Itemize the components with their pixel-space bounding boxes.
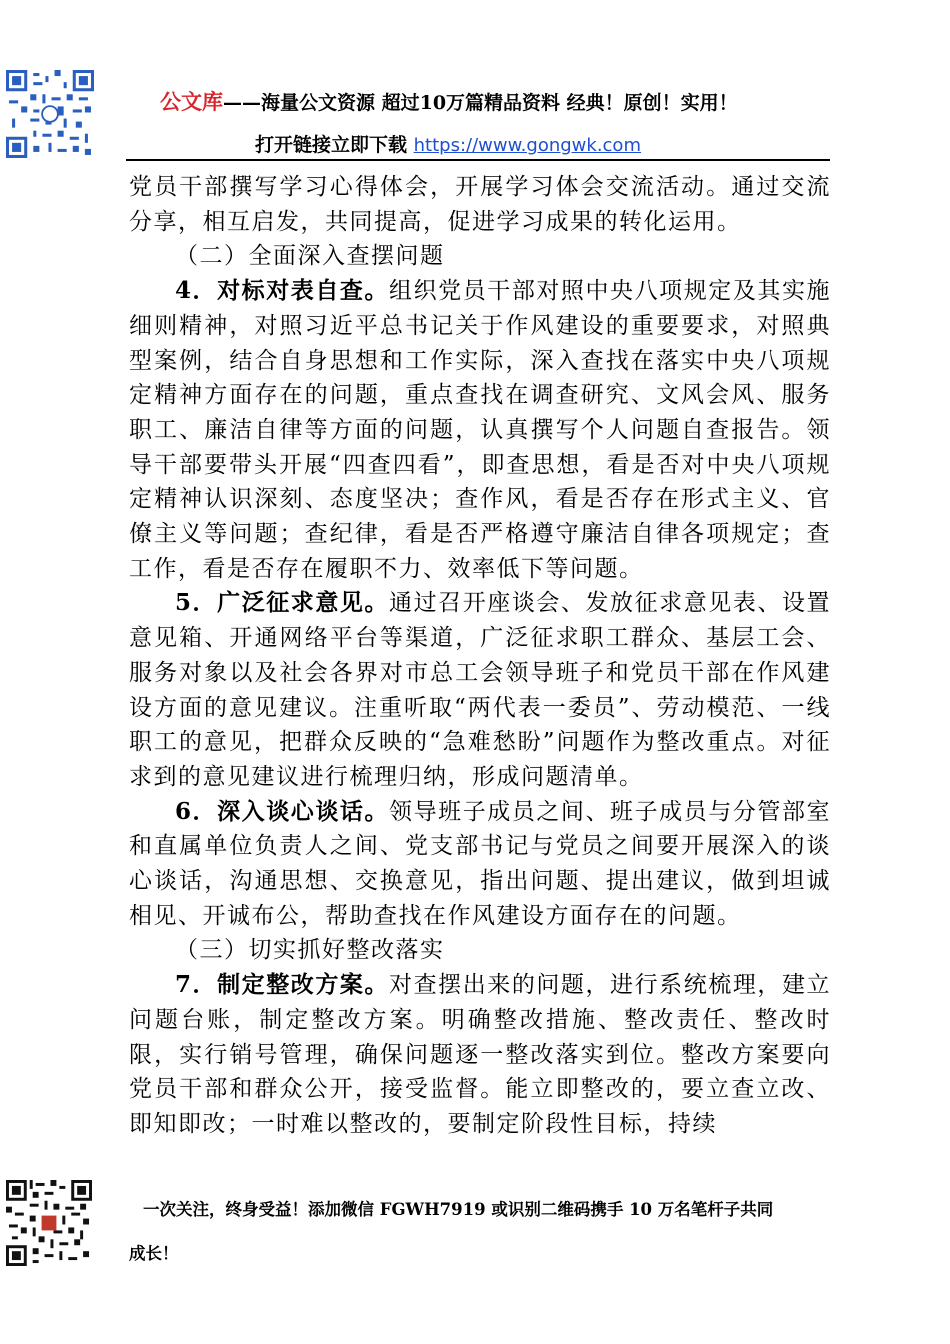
item-4-paragraph [129,274,831,586]
item-7-paragraph [129,968,831,1142]
qr-code-bottom-icon [6,1180,92,1266]
section-heading-2: （二）全面深入查摆问题 [175,243,445,270]
section-heading-3: （三）切实抓好整改落实 [175,937,445,964]
brand-name: 公文库 [160,89,223,114]
item-6-title: 6．深入谈心谈话。 [175,797,390,825]
footer-promo-line-2: 成长！ [129,1244,179,1263]
header-tagline [160,86,738,116]
item-4-text: 组织党员干部对照中央八项规定及其实施细则精神，对照习近平总书记关于作风建设的重要要求，对照典型案例，结合自身思想和工作实际，深入查找在落实中央八项规定精神方面存在的问题，重点查找在调查研究、文风会风、服务职工、廉洁自律等方面的问题，认真撰写个人问题自查报告。领导干部要带头开展“四查四看”，即查思想，看是否对中央八项规定精神认识深刻、态度坚决；查作风，看是否存在形式主义、官僚主义等问题；查纪律，看是否严格遵守廉洁自律各项规定；查工作，看是否存在履职不力、效率低下等问题。 [129,278,832,582]
item-7-text: 对查摆出来的问题，进行系统梳理，建立问题台账，制定整改方案。明确整改措施、整改责任、整改时限，实行销号管理，确保问题逐一整改落实到位。整改方案要向党员干部和群众公开，接受监督。能立即整改的，要立查立改、即知即改；一时难以整改的，要制定阶段性目标，持续 [129,972,832,1137]
footer-promo-line-1: 一次关注，终身受益！添加微信 FGWH7919 或识别二维码携手 10 万名笔杆子共同 [143,1200,774,1219]
tagline-text: ——海量公文资源 超过10万篇精品资料 经典！原创！实用！ [223,92,738,114]
item-5-title: 5．广泛征求意见。 [175,589,390,617]
download-line [255,130,641,157]
item-5-paragraph [129,586,831,794]
header-divider [126,159,830,161]
qr-code-top-icon [6,70,94,158]
item-7-title: 7．制定整改方案。 [175,971,390,999]
paragraph-continuation: 党员干部撰写学习心得体会，开展学习体会交流活动。通过交流分享，相互启发，共同提高，促进学习成果的转化运用。 [129,174,831,235]
item-5-text: 通过召开座谈会、发放征求意见表、设置意见箱、开通网络平台等渠道，广泛征求职工群众、基层工会、服务对象以及社会各界对市总工会领导班子和党员干部在作风建设方面的意见建议。注重听取“两代表一委员”、劳动模范、一线职工的意见，把群众反映的“急难愁盼”问题作为整改重点。对征求到的意见建议进行梳理归纳，形成问题清单。 [129,590,832,790]
document-body [129,170,831,1142]
download-prefix: 打开链接立即下载 [255,134,408,156]
item-6-text: 领导班子成员之间、班子成员与分管部室和直属单位负责人之间、党支部书记与党员之间要开展深入的谈心谈话，沟通思想、交换意见，指出问题、提出建议，做到坦诚相见、开诚布公，帮助查找在作风建设方面存在的问题。 [129,798,832,929]
item-4-title: 4．对标对表自查。 [175,277,390,305]
item-6-paragraph [129,795,831,934]
site-link[interactable]: https://www.gongwk.com [413,135,641,156]
